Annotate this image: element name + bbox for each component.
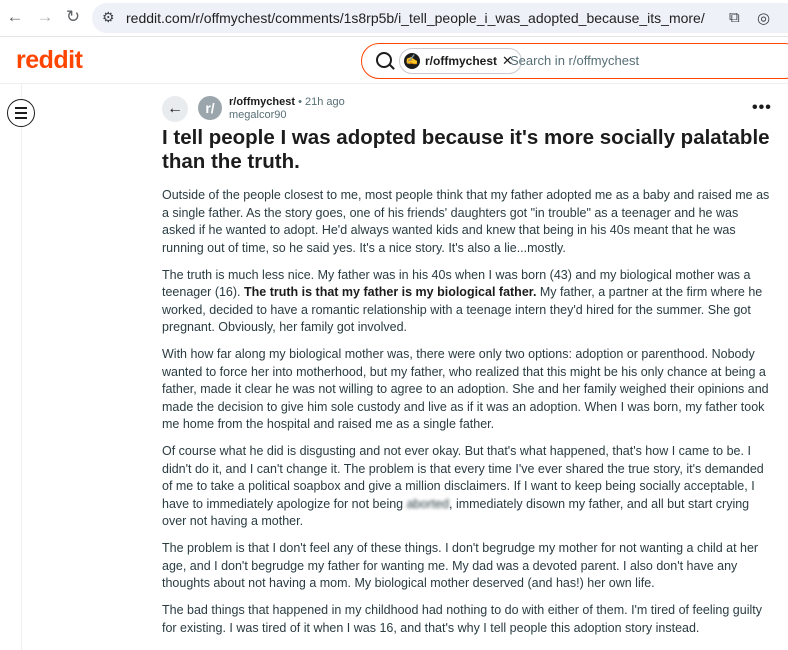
bold-text: The truth is that my father is my biological father. <box>244 285 537 299</box>
post-meta <box>229 96 345 108</box>
subreddit-avatar[interactable]: r/ <box>198 96 222 120</box>
reddit-header <box>0 37 788 84</box>
subreddit-logo-icon: ✍ <box>404 53 420 69</box>
post-paragraph: The problem is that I don't feel any of these things. I don't begrudge my mother for not wanting a child at her age, and I don't begrudge my father for wanting me. My dad was a devoted parent. I also don't have any thoughts about not having a mom. My biological mother deserved (and has!) her own life. <box>162 541 759 590</box>
search-icon <box>376 52 392 68</box>
search-input[interactable]: Search in r/offmychest <box>510 53 640 68</box>
back-button[interactable]: ← <box>162 96 188 122</box>
search-bar[interactable] <box>361 43 788 79</box>
post-paragraph <box>162 443 772 531</box>
eye-off-icon[interactable]: ◎ <box>757 10 771 27</box>
text-span: The truth is much less nice. My father was in his 40s when I was born (43) and my biological mother was a teenager (16). <box>162 267 751 299</box>
browser-toolbar <box>0 0 788 37</box>
chip-label: r/offmychest <box>425 54 498 68</box>
reddit-logo[interactable]: reddit <box>16 46 83 74</box>
subreddit-link[interactable]: r/offmychest <box>229 96 296 108</box>
reload-icon[interactable]: ↻ <box>65 7 81 26</box>
post-body <box>162 187 772 647</box>
blurred-word: aborted <box>406 496 449 511</box>
site-info-icon[interactable]: ⚙ <box>102 9 115 25</box>
hamburger-icon-line <box>15 112 27 114</box>
post-paragraph: The bad things that happened in my childhood had nothing to do with either of them. I'm tired of feeling guilty for existing. I was tired of it when I was 16, and that's why I tell people this adoption story instead. <box>162 603 762 635</box>
post-paragraph <box>162 267 772 337</box>
post-time: • 21h ago <box>298 96 345 108</box>
address-bar[interactable] <box>92 3 788 33</box>
more-options-icon[interactable]: ••• <box>752 99 772 116</box>
post-paragraph: Outside of the people closest to me, most people think that my father adopted me as a baby and raised me as a single father. As the story goes, one of his friends' daughters got "in trouble" as a teenager and he was asked if he wanted to adopt. He'd always wanted kids and knew that being in his 40s meant that he was running out of time, so he said yes. It's a nice story. It's also a lie...mostly. <box>162 188 770 255</box>
hamburger-icon <box>15 107 27 109</box>
author-link[interactable]: megalcor90 <box>229 109 287 121</box>
arrow-right-icon[interactable]: → <box>36 7 54 26</box>
hamburger-icon-line <box>15 117 27 119</box>
subreddit-filter-chip[interactable] <box>399 48 522 74</box>
text-span: , immediately disown my father, and all but start crying over not having a mother. <box>162 496 750 528</box>
menu-button[interactable] <box>7 99 35 127</box>
install-app-icon[interactable]: ⧉ <box>729 9 740 26</box>
text-span: My father, a partner at the firm where he worked, decided to have a romantic relationship with a teenage intern they'd hired for the summer. She got pregnant. Obviously, her family got involved. <box>162 285 763 334</box>
url-text[interactable]: reddit.com/r/offmychest/comments/1s8rp5b/i_tell_people_i_was_adopted_because_its_more/ <box>126 10 705 26</box>
close-icon[interactable]: ✕ <box>502 53 513 68</box>
post-title: I tell people I was adopted because it's more socially palatable than the truth. <box>162 126 770 173</box>
left-rail-divider <box>21 84 22 650</box>
post-paragraph: With how far along my biological mother was, there were only two options: adoption or parenthood. Nobody wanted to force her into motherhood, but my father, who realized that this might be his only chance at being a father, made it clear he was not willing to agree to an adoption. She and her family weighed their opinions and made the decision to give him sole custody and live as if it was an adoption. When I was born, my father took me home from the hospital and raised me as a single father. <box>162 347 769 431</box>
text-span: Of course what he did is disgusting and not ever okay. But that's what happened, that's how I came to be. I didn't do it, and I can't change it. The problem is that every time I've ever shared the true story, it's demanded of me to take a political soapbox and give a million disclaimers. If I want to keep being socially acceptable, I have to immediately apologize for not being <box>162 444 764 511</box>
arrow-left-icon[interactable]: ← <box>6 7 24 26</box>
